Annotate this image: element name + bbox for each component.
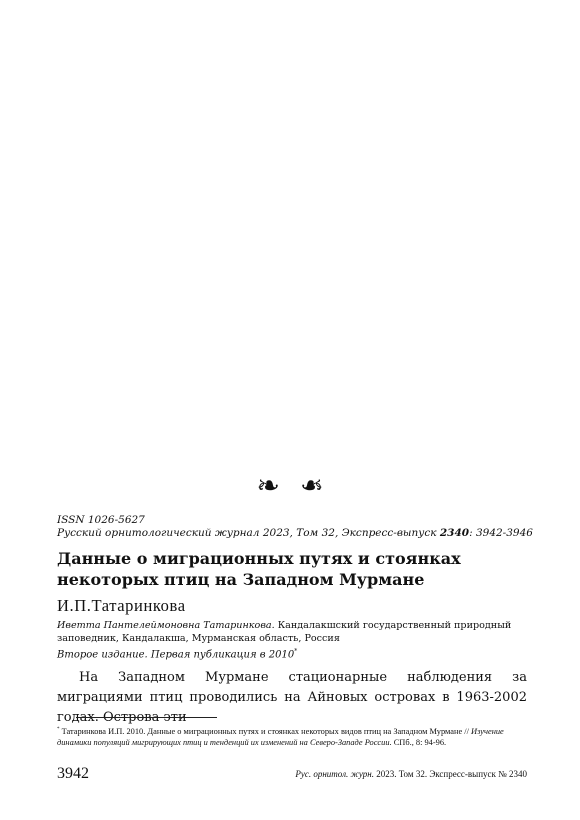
journal-citation (57, 527, 537, 539)
running-journal-abbr: Рус. орнитол. журн. (295, 769, 374, 779)
affiliation-name: Иветта Пантелеймоновна Татаринкова (57, 620, 272, 631)
issn: ISSN 1026-5627 (57, 514, 145, 526)
footnote-text: Татаринкова И.П. 2010. Данные о миграционных путях и стоянках некоторых видов птиц на Западном Мурмане // (59, 726, 472, 736)
journal-suffix: : 3942-3946 (469, 527, 533, 539)
ornament-glyph-right: ❧ (290, 469, 324, 502)
footnote-source-end: . СПб., 8: 94-96. (389, 737, 447, 747)
edition-footnote-mark: * (294, 648, 298, 655)
footnote-mark: * (57, 727, 60, 732)
journal-issue: 2340 (439, 527, 470, 539)
edition-text: Второе издание. Первая публикация в 2010 (57, 649, 295, 661)
affiliation-text: . Кандалакшский государственный природный заповедник, Кандалакша, Мурманская область, Россия (57, 620, 512, 644)
article-author: И.П.Татаринкова (57, 596, 186, 615)
edition-note (57, 648, 297, 660)
body-paragraph: На Западном Мурмане стационарные наблюдения за миграциями птиц проводились на Айновых островах в 1963-2002 годах. Острова эти (57, 670, 527, 725)
ornament-divider (0, 469, 580, 502)
footnote-source-title: Изучение динамики популяций мигрирующих птиц и тенденций их изменений на Северо-Западе России (57, 726, 504, 747)
journal-prefix: Русский орнитологический журнал 2023, Том 32, Экспресс-выпуск (57, 527, 440, 539)
footnote (57, 724, 527, 748)
page-number: 3942 (57, 765, 89, 782)
ornament-glyph-left: ❧ (256, 469, 290, 502)
running-footer (295, 769, 527, 779)
article-title: Данные о миграционных путях и стоянках некоторых птиц на Западном Мурмане (57, 549, 461, 589)
author-affiliation (57, 620, 517, 645)
footnote-rule (76, 717, 217, 718)
running-issue: 2023. Том 32. Экспресс-выпуск № 2340 (373, 769, 527, 779)
